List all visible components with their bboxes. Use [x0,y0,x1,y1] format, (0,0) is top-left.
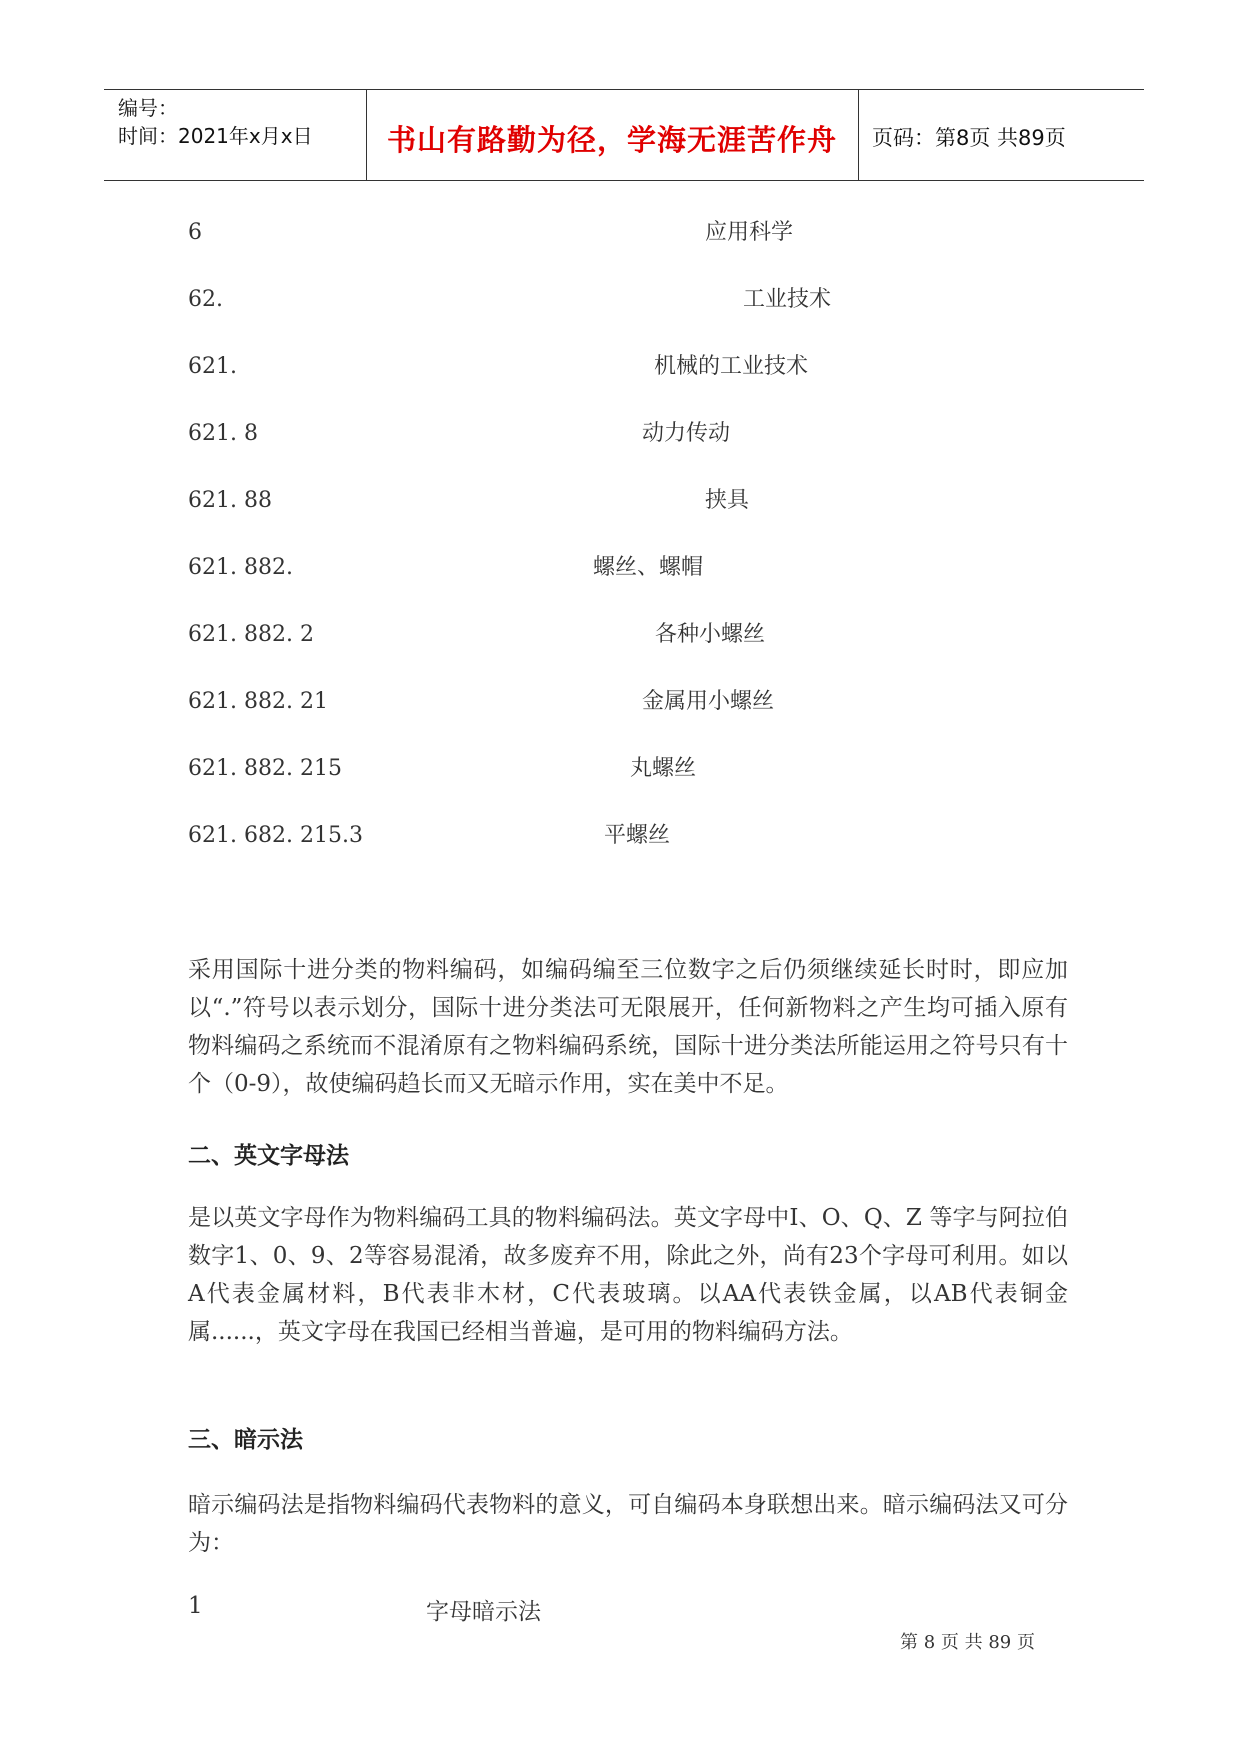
classification-name: 丸螺丝 [630,756,697,781]
list-item-label: 字母暗示法 [426,1599,541,1625]
list-item [188,1593,541,1625]
classification-code: 621. 882. [188,555,293,580]
classification-code: 621. 8 [188,421,258,446]
paragraph: 暗示编码法是指物料编码代表物料的意义，可自编码本身联想出来。暗示编码法又可分为： [188,1492,1068,1556]
classification-name: 金属用小螺丝 [642,689,775,714]
time-label: 时间：2021年x月x日 [118,124,313,148]
classification-name: 机械的工业技术 [654,354,809,379]
classification-code: 621. 882. 215 [188,756,342,781]
header-page-info: 页码：第8页 共89页 [872,126,1066,150]
page-footer: 第 8 页 共 89 页 [900,1632,1035,1653]
header-motto: 书山有路勤为径，学海无涯苦作舟 [386,123,837,157]
section-heading: 二、英文字母法 [188,1143,349,1169]
classification-code: 62. [188,287,223,312]
classification-code: 621. 88 [188,488,272,513]
section-heading: 三、暗示法 [188,1427,303,1453]
classification-code: 621. [188,354,237,379]
classification-code: 621. 682. 215.3 [188,823,363,848]
classification-code: 621. 882. 21 [188,689,328,714]
header-meta [118,94,313,150]
paragraph: 采用国际十进分类的物料编码，如编码编至三位数字之后仍须继续延长时时，即应加以“.”符号以表示划分，国际十进分类法可无限展开，任何新物料之产生均可插入原有物料编码之系统而不混淆原有之物料编码系统，国际十进分类法所能运用之符号只有十个（0-9），故使编码趋长而又无暗示作用，实在美中不足。 [188,957,1068,1097]
classification-name: 动力传动 [642,421,731,446]
classification-name: 螺丝、螺帽 [593,555,704,580]
classification-name: 各种小螺丝 [655,622,766,647]
classification-name: 应用科学 [705,220,794,245]
classification-name: 工业技术 [743,287,832,312]
classification-code: 621. 882. 2 [188,622,314,647]
page-header [104,89,1144,181]
classification-name: 挟具 [705,488,750,513]
header-divider [858,90,859,180]
paragraph: 是以英文字母作为物料编码工具的物料编码法。英文字母中I、O、Q、Z 等字与阿拉伯数字1、0、9、2等容易混淆，故多废弃不用，除此之外，尚有23个字母可利用。如以A代表金属材料，B代表非木材，C代表玻璃。以AA代表铁金属，以AB代表铜金属......，英文字母在我国已经相当普遍，是可用的物料编码方法。 [188,1205,1068,1345]
classification-code: 6 [188,220,202,245]
list-item-number: 1 [188,1593,203,1619]
number-label: 编号： [118,96,178,120]
classification-name: 平螺丝 [604,823,671,848]
